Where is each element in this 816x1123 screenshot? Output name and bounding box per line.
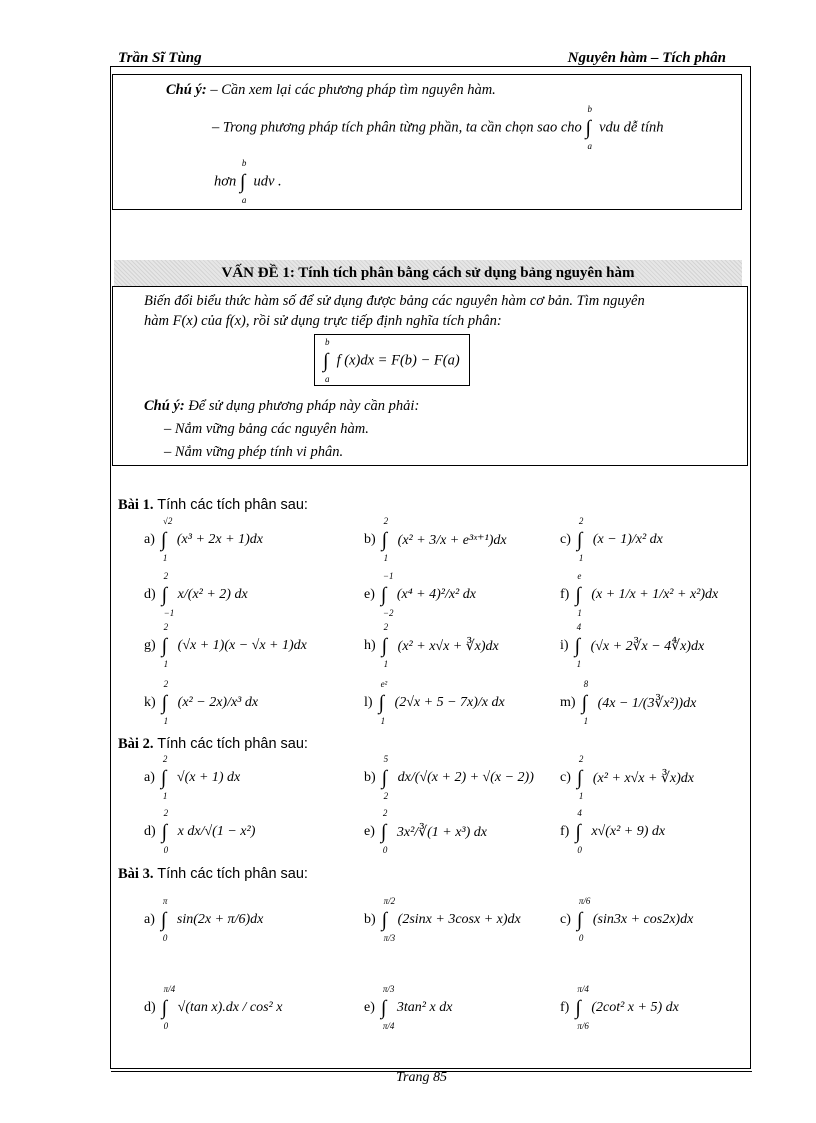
problem-label: k) — [144, 695, 156, 710]
lower-limit: π/4 — [382, 1021, 395, 1031]
integral-sign: ∫ 2 1 — [160, 754, 168, 801]
lower-limit: −2 — [382, 608, 394, 618]
integral-sign: ∫ π/2 π/3 — [381, 896, 396, 943]
note-text-1: – Cần xem lại các phương pháp tìm nguyên hàm. — [210, 82, 496, 98]
integral-sign: ∫ 2 −1 — [161, 571, 175, 618]
problem-label: a) — [144, 912, 155, 927]
integral-sign: ∫ π/4 π/6 — [575, 984, 589, 1031]
integrand: x dx/√(1 − x²) — [177, 824, 256, 839]
problem-b2-5 — [560, 808, 666, 855]
integral-sign: ∫ π 0 — [160, 896, 168, 943]
problem-label: c) — [560, 912, 571, 927]
upper-limit: −1 — [382, 571, 394, 581]
page-number: Trang 85 — [396, 1070, 447, 1085]
upper-limit: 2 — [162, 754, 168, 764]
lower-limit: 1 — [383, 659, 389, 669]
problem-label: f) — [560, 587, 570, 602]
integrand: (2√x + 5 − 7x)/x dx — [394, 695, 505, 710]
problem-b3-5 — [560, 984, 679, 1031]
lower-limit: 1 — [578, 791, 584, 801]
method-note-label: Chú ý: — [144, 398, 185, 414]
upper-limit: π — [162, 896, 168, 906]
exercise-1-heading: Bài 1. Tính các tích phân sau: — [118, 497, 308, 513]
upper-limit: 2 — [578, 754, 584, 764]
lower-limit: 2 — [383, 791, 389, 801]
problem-b1-5 — [560, 571, 719, 618]
integrand: (2sinx + 3cosx + x)dx — [397, 912, 521, 927]
integrand: sin(2x + π/6)dx — [176, 912, 264, 927]
lower-limit: 1 — [163, 716, 169, 726]
problem-b1-7 — [364, 622, 499, 669]
problem-b1-6 — [144, 622, 307, 669]
problem-label: m) — [560, 695, 576, 710]
problem-b2-1 — [364, 754, 534, 801]
problem-b1-10 — [364, 679, 505, 726]
integral-sign: ∫ 4 0 — [575, 808, 582, 855]
upper-limit: e — [577, 571, 582, 581]
problem-b2-3 — [144, 808, 256, 855]
problem-label: b) — [364, 912, 376, 927]
integral-sign: ∫ 2 1 — [161, 679, 169, 726]
note-text-3b: udv . — [253, 173, 282, 190]
lower-limit: 1 — [583, 716, 589, 726]
integral-sign: ∫ 2 1 — [381, 516, 389, 563]
problem-b2-2 — [560, 754, 694, 801]
lower-limit: 1 — [380, 716, 386, 726]
integral-sign: ∫ 2 1 — [161, 622, 169, 669]
problem-b3-0 — [144, 896, 264, 943]
problem-label: e) — [364, 824, 375, 839]
note-line-2 — [212, 104, 664, 151]
upper-limit: 5 — [383, 754, 389, 764]
lower-limit: 1 — [577, 608, 582, 618]
lower-limit: 1 — [578, 553, 584, 563]
problem-label: f) — [560, 1000, 570, 1015]
upper-limit: 2 — [163, 808, 169, 818]
lower-limit: π/3 — [383, 933, 396, 943]
integral-sign: ∫ √2 1 — [160, 516, 173, 563]
note-line-1 — [166, 82, 496, 99]
problem-label: d) — [144, 1000, 156, 1015]
problem-b3-2 — [560, 896, 694, 943]
problem-label: h) — [364, 638, 376, 653]
problem-b1-9 — [144, 679, 259, 726]
integrand: (x − 1)/x² dx — [592, 532, 663, 547]
integrand: (x² + x√x + ∛x)dx — [397, 638, 499, 654]
problem-label: c) — [560, 532, 571, 547]
note-label: Chú ý: — [166, 82, 207, 98]
lower-limit: 0 — [382, 845, 388, 855]
problem-b3-4 — [364, 984, 453, 1031]
lower-limit: 1 — [162, 553, 168, 563]
lower-limit: 1 — [383, 553, 389, 563]
problem-b1-0 — [144, 516, 263, 563]
header-author: Trần Sĩ Tùng — [118, 50, 202, 66]
integral-sign: ∫ b a — [239, 158, 247, 205]
integrand: (x³ + 2x + 1)dx — [176, 532, 263, 547]
method-note — [144, 398, 419, 415]
integral-sign: ∫ b a — [323, 337, 330, 384]
upper-limit: 2 — [382, 808, 388, 818]
note-text-3a: hơn — [214, 173, 237, 190]
integrand: (sin3x + cos2x)dx — [592, 912, 694, 927]
problem-label: d) — [144, 587, 156, 602]
bullet-1: – Nắm vững bảng các nguyên hàm. — [164, 421, 369, 437]
lower-limit: −1 — [163, 608, 175, 618]
problem-b1-3 — [144, 571, 248, 618]
lower-limit: 0 — [163, 845, 169, 855]
integrand: x√(x² + 9) dx — [591, 824, 666, 839]
upper-limit: 8 — [583, 679, 589, 689]
problem-label: a) — [144, 770, 155, 785]
integrand: 3tan² x dx — [396, 1000, 453, 1015]
problem-label: a) — [144, 532, 155, 547]
upper-limit: 2 — [578, 516, 584, 526]
integral-sign: ∫ 4 1 — [574, 622, 582, 669]
problem-b1-2 — [560, 516, 663, 563]
upper-limit: π/4 — [163, 984, 176, 994]
integrand: dx/(√(x + 2) + √(x − 2)) — [397, 770, 534, 785]
integrand: (2cot² x + 5) dx — [591, 1000, 679, 1015]
integrand: (x + 1/x + 1/x² + x²)dx — [591, 587, 719, 602]
problem-b1-4 — [364, 571, 476, 618]
definition-formula-box — [314, 334, 470, 386]
upper-limit: e² — [380, 679, 388, 689]
problem-label: l) — [364, 695, 373, 710]
upper-limit: 2 — [163, 622, 169, 632]
integrand: (x⁴ + 4)²/x² dx — [396, 587, 476, 602]
integral-sign: ∫ 8 1 — [581, 679, 589, 726]
lower-limit: 1 — [576, 659, 582, 669]
problem-label: b) — [364, 532, 376, 547]
upper-limit: π/3 — [382, 984, 395, 994]
exercise-2-heading: Bài 2. Tính các tích phân sau: — [118, 736, 308, 752]
problem-label: c) — [560, 770, 571, 785]
lower-limit: 1 — [162, 791, 168, 801]
problem-b1-8 — [560, 622, 705, 669]
integral-sign: ∫ 2 1 — [576, 754, 584, 801]
integral-sign: ∫ π/3 π/4 — [380, 984, 395, 1031]
header-topic: Nguyên hàm – Tích phân — [567, 50, 726, 66]
upper-limit: π/2 — [383, 896, 396, 906]
lower-limit: 0 — [163, 1021, 169, 1031]
integral-sign: ∫ e² 1 — [378, 679, 388, 726]
upper-limit: 2 — [163, 571, 169, 581]
problem-b2-0 — [144, 754, 241, 801]
integral-sign: ∫ 2 0 — [380, 808, 388, 855]
upper-limit: 4 — [577, 808, 582, 818]
integrand: (x² − 2x)/x³ dx — [177, 695, 259, 710]
integral-sign: ∫ π/4 0 — [161, 984, 176, 1031]
integral-sign: ∫ 2 1 — [576, 516, 584, 563]
integrand: x/(x² + 2) dx — [177, 587, 248, 602]
problem-b3-1 — [364, 896, 521, 943]
upper-limit: 2 — [383, 516, 389, 526]
integral-sign: ∫ 5 2 — [381, 754, 389, 801]
upper-limit: √2 — [162, 516, 173, 526]
integral-sign: ∫ 2 0 — [161, 808, 169, 855]
integral-sign: ∫ 2 1 — [381, 622, 389, 669]
upper-limit: 2 — [383, 622, 389, 632]
integral-sign: ∫ π/6 0 — [576, 896, 591, 943]
lower-limit: 0 — [577, 845, 582, 855]
section-title: VẤN ĐỀ 1: Tính tích phân bằng cách sử dụng bảng nguyên hàm — [114, 260, 742, 286]
upper-limit: 2 — [163, 679, 169, 689]
intro-line-2: hàm F(x) của f(x), rồi sử dụng trực tiếp định nghĩa tích phân: — [144, 313, 502, 329]
integrand: (√x + 1)(x − √x + 1)dx — [177, 638, 307, 653]
integrand: √(x + 1) dx — [176, 770, 241, 785]
lower-limit: 0 — [578, 933, 584, 943]
problem-label: f) — [560, 824, 570, 839]
intro-line-1: Biến đổi biểu thức hàm số để sử dụng được bảng các nguyên hàm cơ bản. Tìm nguyên — [144, 293, 645, 309]
problem-label: b) — [364, 770, 376, 785]
problem-label: e) — [364, 1000, 375, 1015]
problem-b2-4 — [364, 808, 488, 855]
integrand: (4x − 1/(3∛x²))dx — [597, 695, 697, 711]
lower-limit: 1 — [163, 659, 169, 669]
integral-sign: ∫ e 1 — [575, 571, 582, 618]
integrand: (x² + x√x + ∛x)dx — [592, 770, 694, 786]
problem-label: g) — [144, 638, 156, 653]
problem-b1-11 — [560, 679, 697, 726]
integrand: (x² + 3/x + e³ˣ⁺¹)dx — [397, 532, 507, 548]
problem-b3-3 — [144, 984, 283, 1031]
lower-limit: 0 — [162, 933, 168, 943]
formula-text: f (x)dx = F(b) − F(a) — [336, 352, 460, 369]
problem-label: d) — [144, 824, 156, 839]
note-text-2b: vdu dễ tính — [599, 119, 664, 136]
note-line-3 — [214, 158, 282, 205]
upper-limit: 4 — [576, 622, 582, 632]
upper-limit: π/4 — [577, 984, 589, 994]
problem-label: i) — [560, 638, 569, 653]
problem-label: e) — [364, 587, 375, 602]
integrand: 3x²/∛(1 + x³) dx — [396, 824, 488, 840]
exercise-3-heading: Bài 3. Tính các tích phân sau: — [118, 866, 308, 882]
integrand: (√x + 2∛x − 4∜x)dx — [590, 638, 705, 654]
bullet-2: – Nắm vững phép tính vi phân. — [164, 444, 344, 460]
problem-b1-1 — [364, 516, 507, 563]
integral-sign: ∫ b a — [585, 104, 592, 151]
integrand: √(tan x).dx / cos² x — [177, 1000, 283, 1015]
note-text-2a: – Trong phương pháp tích phân từng phần, ta cần chọn sao cho — [212, 119, 582, 136]
lower-limit: π/6 — [577, 1021, 589, 1031]
upper-limit: π/6 — [578, 896, 591, 906]
integral-sign: ∫ −1 −2 — [380, 571, 394, 618]
method-note-text: Để sử dụng phương pháp này cần phải: — [188, 398, 420, 414]
